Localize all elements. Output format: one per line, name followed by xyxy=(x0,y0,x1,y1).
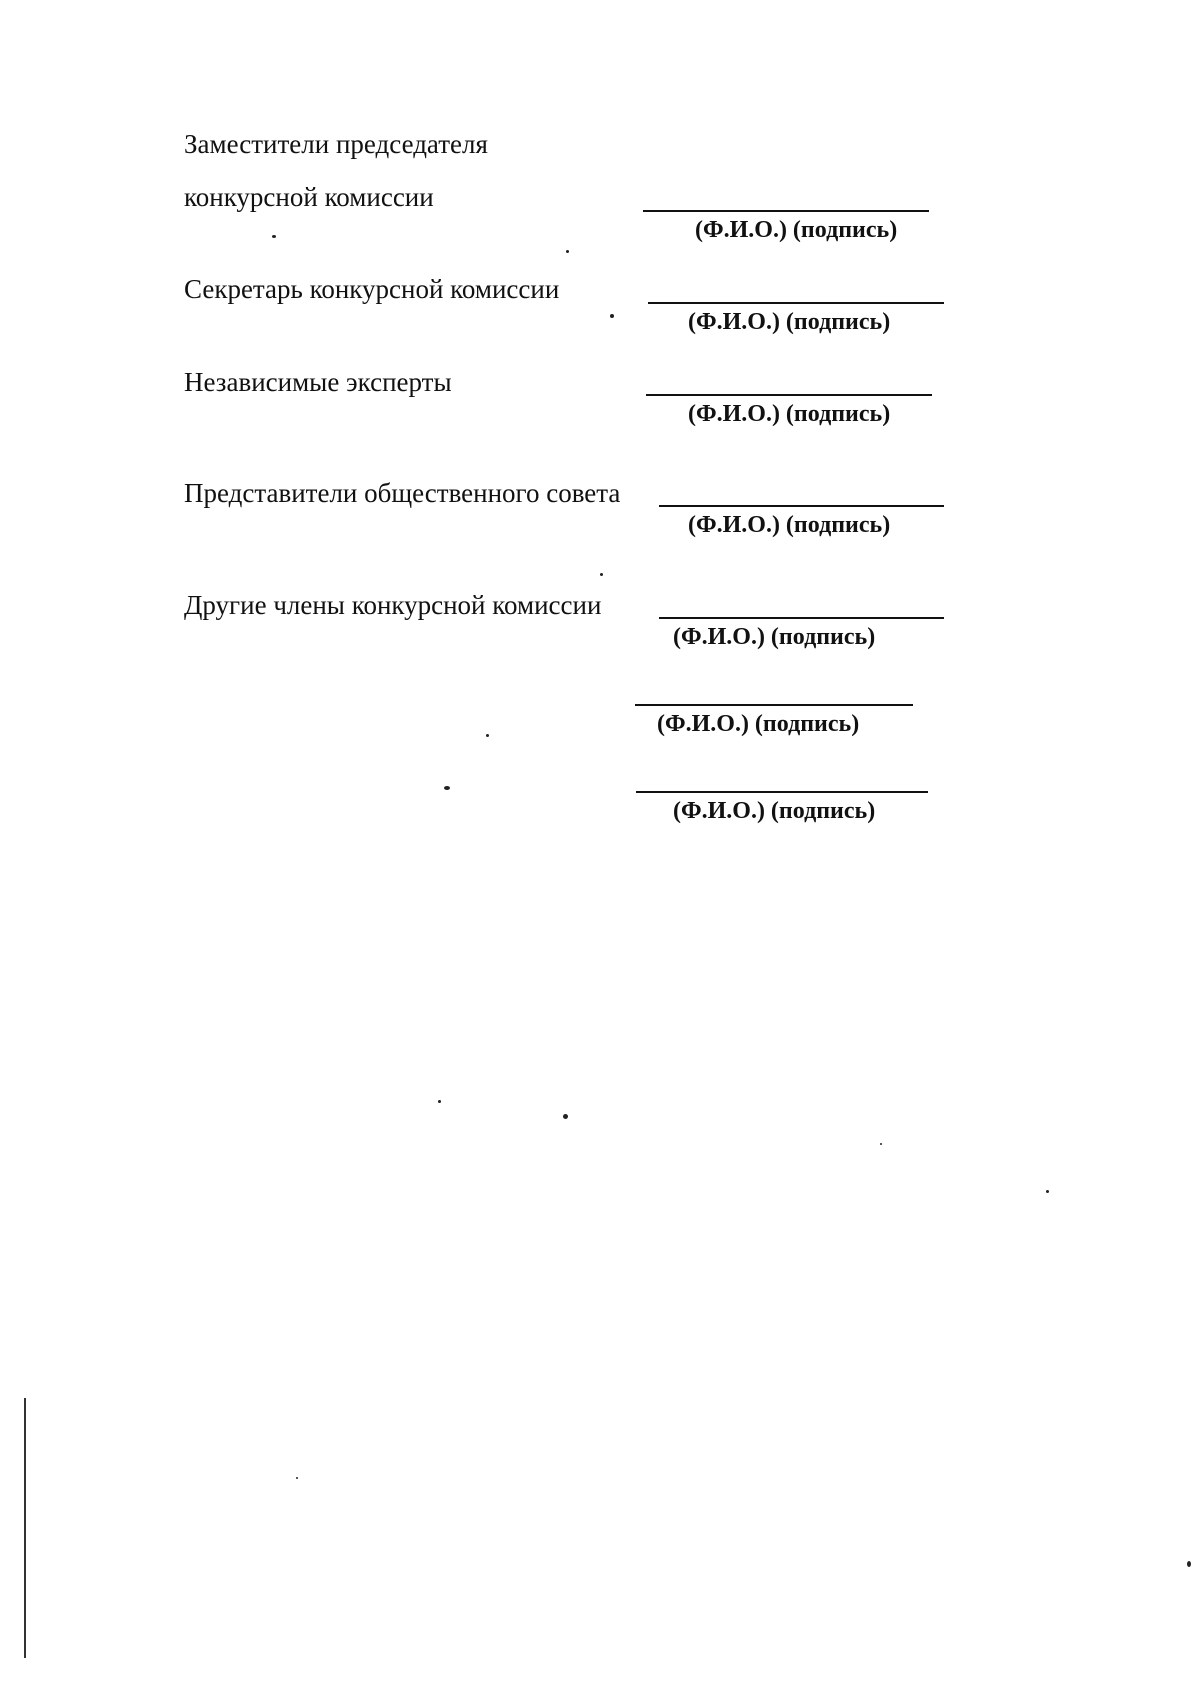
scan-speck xyxy=(272,235,276,238)
signature-caption: (Ф.И.О.) (подпись) xyxy=(688,309,891,335)
deputy-chair-label-line2: конкурсной комиссии xyxy=(184,182,434,212)
signature-line xyxy=(648,302,944,304)
signature-caption: (Ф.И.О.) (подпись) xyxy=(673,624,876,650)
signature-line xyxy=(635,704,913,706)
public-council-label: Представители общественного совета xyxy=(184,478,621,508)
scan-edge-line xyxy=(24,1398,26,1658)
scan-speck xyxy=(563,1114,568,1119)
scan-speck xyxy=(566,250,569,253)
signature-caption: (Ф.И.О.) (подпись) xyxy=(657,711,860,737)
signature-caption: (Ф.И.О.) (подпись) xyxy=(688,401,891,427)
deputy-chair-label-line1: Заместители председателя xyxy=(184,129,488,159)
other-members-label: Другие члены конкурсной комиссии xyxy=(184,590,602,620)
secretary-label: Секретарь конкурсной комиссии xyxy=(184,274,560,304)
signature-line xyxy=(659,617,944,619)
scan-speck xyxy=(438,1100,441,1103)
scan-speck xyxy=(1046,1190,1049,1193)
signature-line xyxy=(643,210,929,212)
scan-speck xyxy=(600,573,603,576)
scan-speck xyxy=(444,786,450,790)
scan-speck xyxy=(880,1143,882,1145)
scan-speck xyxy=(610,314,614,318)
signature-block-other-2 xyxy=(635,704,913,738)
signature-line xyxy=(659,505,944,507)
signature-block-secretary xyxy=(648,302,944,336)
scan-speck xyxy=(486,734,489,737)
signature-block-other-3 xyxy=(636,791,928,825)
signature-caption: (Ф.И.О.) (подпись) xyxy=(695,217,898,243)
signature-line xyxy=(646,394,932,396)
signature-block-deputy xyxy=(643,210,929,244)
scan-speck xyxy=(1187,1561,1191,1567)
signature-caption: (Ф.И.О.) (подпись) xyxy=(688,512,891,538)
scan-speck xyxy=(296,1477,298,1479)
signature-line xyxy=(636,791,928,793)
signature-caption: (Ф.И.О.) (подпись) xyxy=(673,798,876,824)
signature-block-experts xyxy=(646,394,932,428)
independent-experts-label: Независимые эксперты xyxy=(184,367,452,397)
signature-block-other-1 xyxy=(659,617,944,651)
signature-block-public-council xyxy=(659,505,944,539)
